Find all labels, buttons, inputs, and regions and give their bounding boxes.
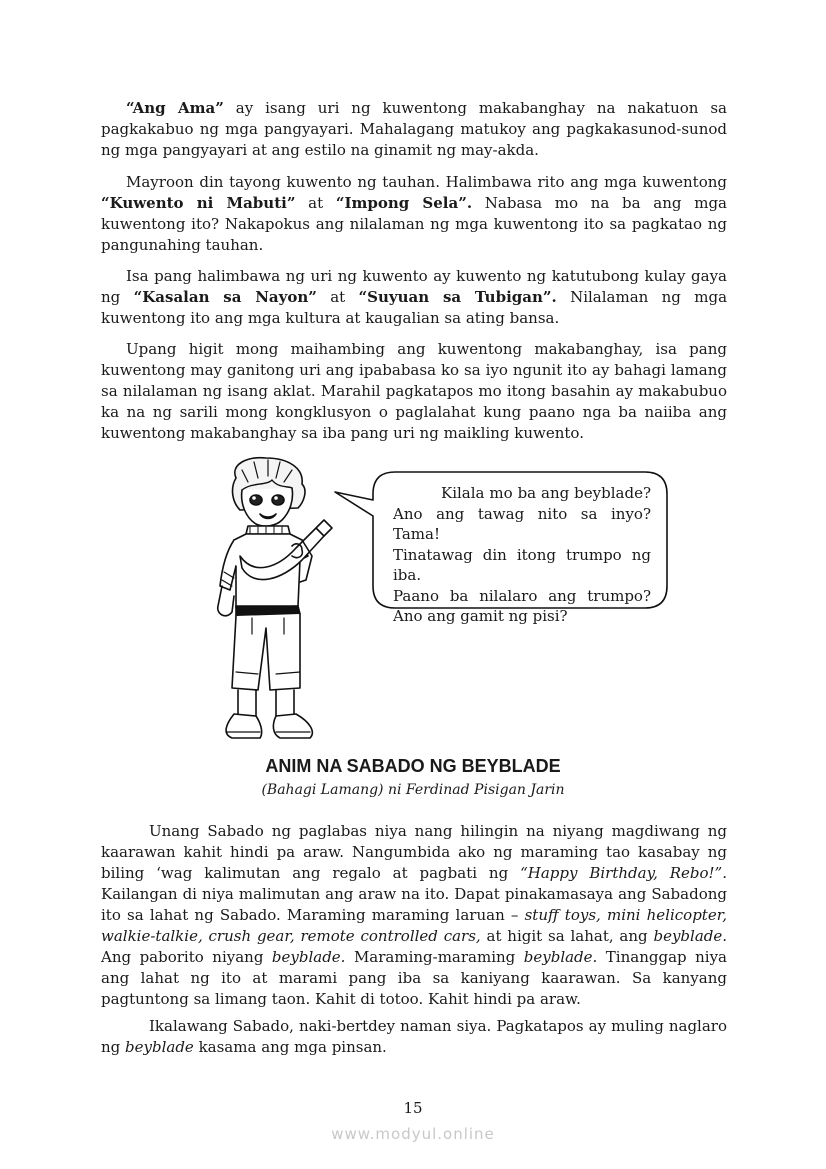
paragraph-paghahambing — [101, 339, 727, 444]
text-segment: Mayroon din tayong kuwento ng tauhan. Halimbawa rito ang mga kuwentong — [126, 173, 727, 191]
italic-segment: beyblade — [125, 1038, 194, 1056]
speech-bubble-text — [393, 483, 651, 627]
bubble-line: Tinatawag din itong trumpo ng iba. — [393, 545, 651, 584]
bubble-line: Paano ba nilalaro ang trumpo? — [393, 586, 651, 605]
text-segment: kasama ang mga pinsan. — [193, 1038, 387, 1056]
italic-segment: beyblade. — [271, 948, 346, 966]
text-segment: at — [316, 288, 359, 306]
text-segment: Ikalawang Sabado, naki-bertdey naman siya. Pagkatapos ay muling naglaro ng — [101, 1017, 727, 1056]
watermark: www.modyul.online — [331, 1125, 495, 1143]
page-number: 15 — [403, 1099, 423, 1117]
title-suyuan-sa-tubigan: “Suyuan sa Tubigan”. — [358, 288, 557, 306]
text-segment: Isa pang halimbawa ng uri ng kuwento ay kuwento ng katutubong kulay gaya ng — [101, 267, 727, 306]
paragraph-kuwento-ng-tauhan — [101, 172, 727, 256]
paragraph-ang-ama — [101, 98, 727, 161]
bubble-line: Kilala mo ba ang beyblade? — [441, 484, 651, 502]
text-segment: at higit sa lahat, ang — [480, 927, 654, 945]
story-paragraph-1 — [101, 821, 727, 1010]
text-segment: Tinanggap niya ang lahat ng ito at marami pang iba sa kaniyang kaarawan. Sa kanyang pagtuntong sa limang taon. Kahit di totoo. Kahit hindi pa araw. — [101, 948, 727, 1008]
text-segment: Unang Sabado ng paglabas niya nang hilingin na niyang magdiwang ng kaarawan kahit hindi pa araw. Nangumbida ako ng maraming tao kasabay ng biling ‘wag kalimutan ang regalo at pagbati ng — [101, 822, 727, 882]
text-segment: Nilalaman ng mga kuwentong ito ang mga kultura at kaugalian sa ating bansa. — [101, 288, 728, 327]
text-segment: Maraming-maraming — [345, 948, 524, 966]
title-impong-sela: “Impong Sela”. — [335, 194, 473, 212]
title-kasalan-sa-nayon: “Kasalan sa Nayon” — [133, 288, 317, 306]
story-title: ANIM NA SABADO NG BEYBLADE — [265, 756, 561, 776]
text-segment: at — [295, 194, 336, 212]
text-segment: Upang higit mong maihambing ang kuwentong makabanghay, isa pang kuwentong may ganitong uri ang ipababasa ko sa iyo ngunit ito ay bahagi lamang sa nilalaman ng isang aklat. Marahil pagkatapos mo itong basahin ay makabubuo ka na ng sarili mong kongklusyon o paglalahat kung paano nga ba naiiba ang kuwentong makabanghay sa iba pang uri ng maikling kuwento. — [101, 340, 727, 442]
bubble-line: Ano ang tawag nito sa inyo? Tama! — [393, 504, 651, 543]
italic-segment: beyblade. — [523, 948, 598, 966]
title-ang-ama: “Ang Ama” — [126, 99, 224, 117]
italic-segment: “Happy Birthday, Rebo!”. — [520, 864, 727, 882]
bubble-line: Ano ang gamit ng pisi? — [393, 607, 568, 625]
italic-segment: beyblade. — [653, 927, 728, 945]
italic-segment: stuff toys, mini helicopter, walkie-talkie, crush gear, remote controlled cars, — [101, 906, 727, 945]
boy-character-icon — [196, 456, 338, 742]
paragraph-katutubong-kulay — [101, 266, 727, 329]
text-segment: ay isang uri ng kuwentong makabanghay na nakatuon sa pagkakabuo ng mga pangyayari. Mahalagang matukoy ang pagkakasunod-sunod ng mga pangyayari at ang estilo na ginamit ng may-akda. — [101, 99, 727, 159]
story-subtitle: (Bahagi Lamang) ni Ferdinad Pisigan Jarin — [261, 782, 565, 798]
story-paragraph-2 — [101, 1016, 727, 1058]
text-segment: Kailangan di niya malimutan ang araw na ito. Dapat pinakamasaya ang Sabadong ito sa lahat ng Sabado. Maraming maraming laruan – — [101, 885, 727, 924]
title-kuwento-ni-mabuti: “Kuwento ni Mabuti” — [101, 194, 296, 212]
text-segment: Ang paborito niyang — [101, 948, 272, 966]
text-segment: Nabasa mo na ba ang mga kuwentong ito? Nakapokus ang nilalaman ng mga kuwentong ito sa pagkatao ng pangunahing tauhan. — [101, 194, 727, 254]
